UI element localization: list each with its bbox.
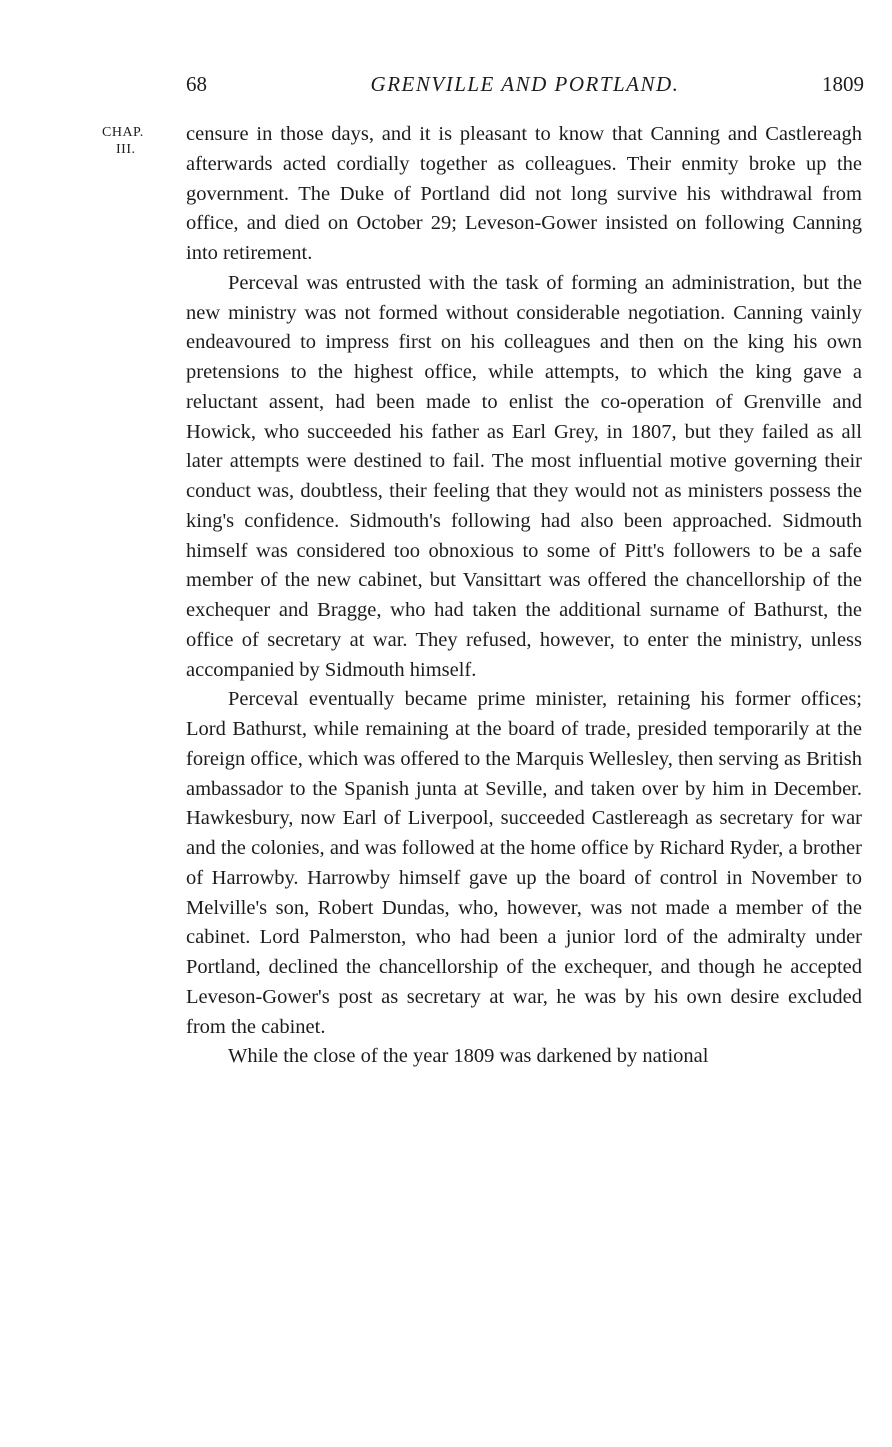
running-head [186, 72, 864, 102]
chapter-number: III. [116, 142, 136, 157]
running-title: GRENVILLE AND PORTLAND. [370, 72, 680, 96]
page-number: 68 [186, 72, 207, 96]
running-year: 1809 [822, 72, 864, 96]
body-text [186, 120, 862, 1072]
paragraph: Perceval was entrusted with the task of forming an administration, but the new ministry was not formed without considerable negotiation. Canning vainly endeavoured to impress first on his colleagues and then on the king his own pretensions to the highest office, while attempts, to which the king gave a reluctant assent, had been made to enlist the co-operation of Grenville and Howick, who succeeded his father as Earl Grey, in 1807, but they failed as all later attempts were destined to fail. The most influential motive governing their conduct was, doubtless, their feeling that they would not as ministers possess the king's confidence. Sidmouth's following had also been approached. Sidmouth himself was considered too obnoxious to some of Pitt's followers to be a safe member of the new cabinet, but Vansittart was offered the chancellorship of the exchequer and Bragge, who had taken the additional surname of Bathurst, the office of secretary at war. They refused, however, to enter the ministry, unless accompanied by Sidmouth himself. [186, 271, 862, 681]
chapter-label: CHAP. [102, 125, 144, 140]
paragraph: Perceval eventually became prime minister, retaining his former offices; Lord Bathurst, while remaining at the board of trade, presided temporarily at the foreign office, which was offered to the Marquis Wellesley, then serving as British ambassador to the Spanish junta at Seville, and taken over by him in December. Hawkesbury, now Earl of Liverpool, succeeded Castlereagh as secretary for war and the colonies, and was followed at the home office by Richard Ryder, a brother of Harrowby. Harrowby himself gave up the board of control in November to Melville's son, Robert Dundas, who, however, was not made a member of the cabinet. Lord Palmerston, who had been a junior lord of the admiralty under Portland, declined the chancellorship of the exchequer, and though he accepted Leveson-Gower's post as secretary at war, he was by his own desire excluded from the cabinet. [186, 688, 862, 1038]
paragraph: censure in those days, and it is pleasant to know that Canning and Castlereagh afterwards acted cordially together as colleagues. Their enmity broke up the government. The Duke of Portland did not long survive his withdrawal from office, and died on October 29; Leveson-Gower insisted on following Canning into retirement. [186, 123, 862, 264]
paragraph: While the close of the year 1809 was darkened by national [228, 1045, 709, 1068]
chapter-margin-note [102, 124, 166, 158]
